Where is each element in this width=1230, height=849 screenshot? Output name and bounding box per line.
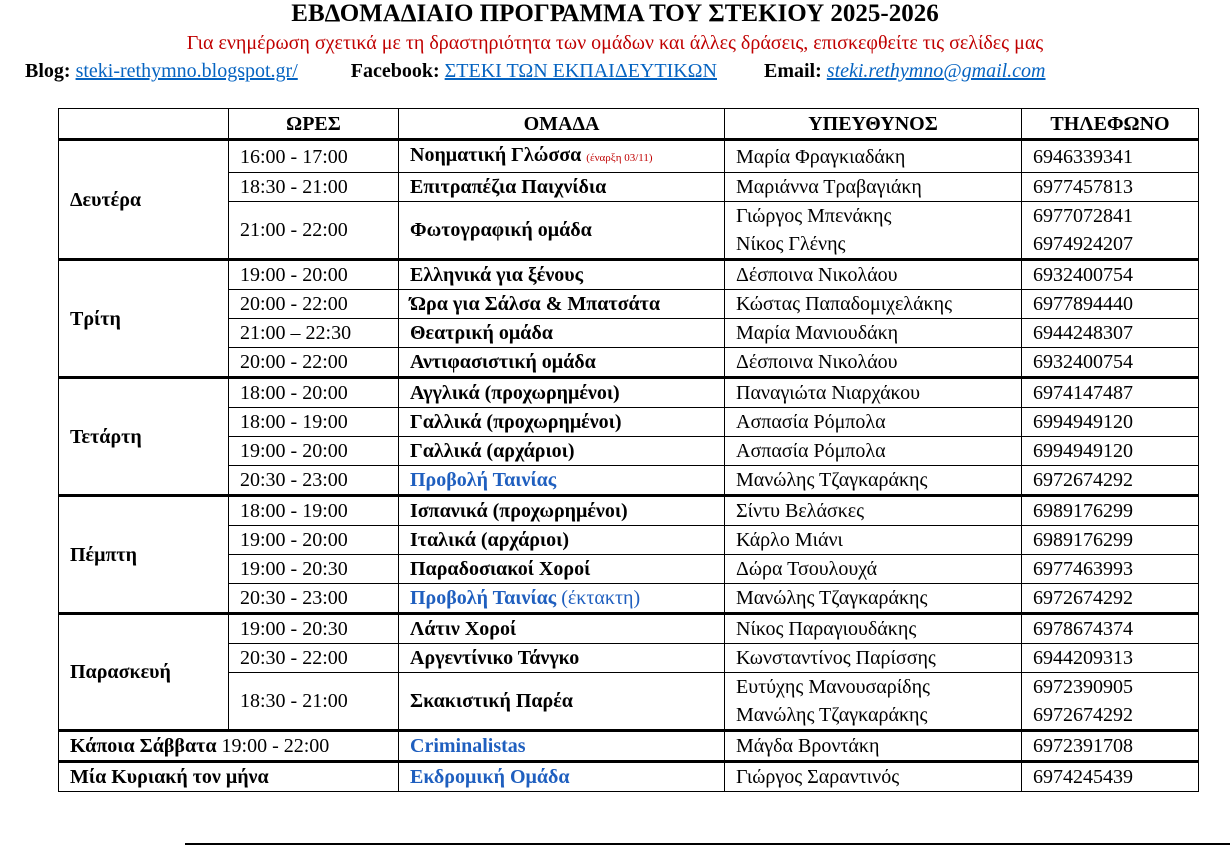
schedule-table	[58, 108, 1199, 792]
group-cell: Αντιφασιστική ομάδα	[399, 348, 725, 378]
person-cell	[725, 673, 1022, 731]
person-cell: Ασπασία Ρόμπολα	[725, 408, 1022, 437]
table-row	[59, 408, 1199, 437]
group-cell: Σκακιστική Παρέα	[399, 673, 725, 731]
header-day	[59, 109, 229, 140]
phone-cell: 6932400754	[1022, 260, 1199, 290]
table-row	[59, 673, 1199, 731]
table-row	[59, 644, 1199, 673]
group-cell	[399, 584, 725, 614]
table-row	[59, 378, 1199, 408]
person-name: Γιώργος Μπενάκης	[736, 205, 892, 227]
phone-cell	[1022, 202, 1199, 260]
day-saturday: Κάποια Σάββατα	[70, 735, 217, 757]
email-link[interactable]: steki.rethymno@gmail.com	[826, 60, 1046, 82]
time-cell: 20:30 - 23:00	[229, 466, 399, 496]
day-monday: Δευτέρα	[59, 140, 229, 260]
phone-cell	[1022, 673, 1199, 731]
person-cell: Δέσποινα Νικολάου	[725, 260, 1022, 290]
day-friday: Παρασκευή	[59, 614, 229, 731]
group-cell	[399, 140, 725, 173]
table-row	[59, 348, 1199, 378]
person-name-2: Νίκος Γλένης	[736, 233, 846, 255]
person-cell: Μάγδα Βροντάκη	[725, 731, 1022, 762]
group-cell: Ελληνικά για ξένους	[399, 260, 725, 290]
phone-cell: 6994949120	[1022, 408, 1199, 437]
time-cell: 18:30 - 21:00	[229, 673, 399, 731]
table-row	[59, 614, 1199, 644]
table-row	[59, 319, 1199, 348]
group-cell: Γαλλικά (αρχάριοι)	[399, 437, 725, 466]
phone-cell: 6977457813	[1022, 173, 1199, 202]
time-cell: 18:00 - 19:00	[229, 496, 399, 526]
phone-cell: 6989176299	[1022, 496, 1199, 526]
phone-cell: 6972674292	[1022, 584, 1199, 614]
saturday-cell	[59, 731, 399, 762]
blog-link[interactable]: steki-rethymno.blogspot.gr/	[75, 60, 298, 82]
facebook-link[interactable]: ΣΤΕΚΙ ΤΩΝ ΕΚΠΑΙΔΕΥΤΙΚΩΝ	[444, 60, 717, 82]
person-name-2: Μανώλης Τζαγκαράκης	[736, 704, 928, 726]
group-cell: Ισπανικά (προχωρημένοι)	[399, 496, 725, 526]
time-cell: 19:00 - 20:30	[229, 555, 399, 584]
table-row	[59, 202, 1199, 260]
person-cell: Μαριάννα Τραβαγιάκη	[725, 173, 1022, 202]
table-row	[59, 140, 1199, 173]
time-cell: 18:30 - 21:00	[229, 173, 399, 202]
group-name: Προβολή Ταινίας	[410, 587, 557, 609]
table-row	[59, 526, 1199, 555]
group-cell: Θεατρική ομάδα	[399, 319, 725, 348]
group-name: Νοηματική Γλώσσα	[410, 144, 582, 166]
phone-cell: 6974147487	[1022, 378, 1199, 408]
phone-cell: 6944209313	[1022, 644, 1199, 673]
group-cell: Αγγλικά (προχωρημένοι)	[399, 378, 725, 408]
day-wednesday: Τετάρτη	[59, 378, 229, 496]
time-cell: 18:00 - 20:00	[229, 378, 399, 408]
header-person: ΥΠΕΥΘΥΝΟΣ	[725, 109, 1022, 140]
phone-cell: 6989176299	[1022, 526, 1199, 555]
table-row	[59, 555, 1199, 584]
header-group: ΟΜΑΔΑ	[399, 109, 725, 140]
group-cell: Λάτιν Χοροί	[399, 614, 725, 644]
phone-cell: 6974245439	[1022, 762, 1199, 792]
phone-number-2: 6972674292	[1033, 704, 1133, 726]
time-cell: 19:00 - 20:00	[229, 437, 399, 466]
phone-cell: 6972391708	[1022, 731, 1199, 762]
person-cell: Κωνσταντίνος Παρίσσης	[725, 644, 1022, 673]
time-cell: 20:00 - 22:00	[229, 348, 399, 378]
day-tuesday: Τρίτη	[59, 260, 229, 378]
time-cell: 20:30 - 23:00	[229, 584, 399, 614]
phone-cell: 6978674374	[1022, 614, 1199, 644]
person-name: Ευτύχης Μανουσαρίδης	[736, 676, 930, 698]
day-thursday: Πέμπτη	[59, 496, 229, 614]
person-cell: Δώρα Τσουλουχά	[725, 555, 1022, 584]
person-cell: Σίντυ Βελάσκες	[725, 496, 1022, 526]
group-cell: Criminalistas	[399, 731, 725, 762]
group-cell: Αργεντίνικο Τάνγκο	[399, 644, 725, 673]
time-cell: 20:30 - 22:00	[229, 644, 399, 673]
start-note: (έναρξη 03/11)	[586, 152, 653, 164]
extra-note: (έκτακτη)	[561, 587, 641, 609]
person-cell: Κάρλο Μιάνι	[725, 526, 1022, 555]
person-cell: Κώστας Παπαδομιχελάκης	[725, 290, 1022, 319]
time-cell: 21:00 - 22:00	[229, 202, 399, 260]
person-cell: Μανώλης Τζαγκαράκης	[725, 584, 1022, 614]
group-cell: Ώρα για Σάλσα & Μπατσάτα	[399, 290, 725, 319]
group-cell: Επιτραπέζια Παιχνίδια	[399, 173, 725, 202]
person-cell: Μανώλης Τζαγκαράκης	[725, 466, 1022, 496]
group-cell: Εκδρομική Ομάδα	[399, 762, 725, 792]
person-cell: Ασπασία Ρόμπολα	[725, 437, 1022, 466]
email-label: Email:	[764, 60, 822, 82]
group-cell: Παραδοσιακοί Χοροί	[399, 555, 725, 584]
table-row	[59, 731, 1199, 762]
bottom-rule	[185, 843, 1230, 845]
phone-cell: 6972674292	[1022, 466, 1199, 496]
phone-cell: 6946339341	[1022, 140, 1199, 173]
person-cell: Μαρία Μανιουδάκη	[725, 319, 1022, 348]
time-cell: 16:00 - 17:00	[229, 140, 399, 173]
person-cell: Δέσποινα Νικολάου	[725, 348, 1022, 378]
time-cell: 20:00 - 22:00	[229, 290, 399, 319]
blog-label: Blog:	[25, 60, 71, 82]
contact-links	[25, 59, 1230, 83]
table-row	[59, 437, 1199, 466]
facebook-label: Facebook:	[350, 60, 440, 82]
table-row	[59, 496, 1199, 526]
table-row	[59, 466, 1199, 496]
header-hours: ΩΡΕΣ	[229, 109, 399, 140]
phone-number-2: 6974924207	[1033, 233, 1133, 255]
phone-number: 6972390905	[1033, 676, 1133, 698]
phone-cell: 6944248307	[1022, 319, 1199, 348]
time-cell: 19:00 - 22:00	[221, 735, 330, 757]
time-cell: 19:00 - 20:30	[229, 614, 399, 644]
header-phone: ΤΗΛΕΦΩΝΟ	[1022, 109, 1199, 140]
day-sunday: Μία Κυριακή τον μήνα	[59, 762, 399, 792]
person-cell: Παναγιώτα Νιαρχάκου	[725, 378, 1022, 408]
table-row	[59, 260, 1199, 290]
group-cell: Φωτογραφική ομάδα	[399, 202, 725, 260]
group-cell: Γαλλικά (προχωρημένοι)	[399, 408, 725, 437]
person-cell: Μαρία Φραγκιαδάκη	[725, 140, 1022, 173]
time-cell: 21:00 – 22:30	[229, 319, 399, 348]
phone-number: 6977072841	[1033, 205, 1133, 227]
person-cell: Νίκος Παραγιουδάκης	[725, 614, 1022, 644]
table-row	[59, 584, 1199, 614]
phone-cell: 6932400754	[1022, 348, 1199, 378]
table-row	[59, 290, 1199, 319]
page-subtitle: Για ενημέρωση σχετικά με τη δραστηριότητα των ομάδων και άλλες δράσεις, επισκεφθείτε τις σελίδες μας	[186, 32, 1044, 54]
phone-cell: 6977894440	[1022, 290, 1199, 319]
time-cell: 19:00 - 20:00	[229, 260, 399, 290]
time-cell: 19:00 - 20:00	[229, 526, 399, 555]
table-row	[59, 173, 1199, 202]
phone-cell: 6977463993	[1022, 555, 1199, 584]
phone-cell: 6994949120	[1022, 437, 1199, 466]
page-title: ΕΒΔΟΜΑΔΙΑΙΟ ΠΡΟΓΡΑΜΜΑ ΤΟΥ ΣΤΕΚΙΟΥ 2025-2026	[291, 0, 939, 27]
table-row	[59, 762, 1199, 792]
person-cell: Γιώργος Σαραντινός	[725, 762, 1022, 792]
time-cell: 18:00 - 19:00	[229, 408, 399, 437]
table-header-row	[59, 109, 1199, 140]
group-cell: Ιταλικά (αρχάριοι)	[399, 526, 725, 555]
person-cell	[725, 202, 1022, 260]
group-cell: Προβολή Ταινίας	[399, 466, 725, 496]
